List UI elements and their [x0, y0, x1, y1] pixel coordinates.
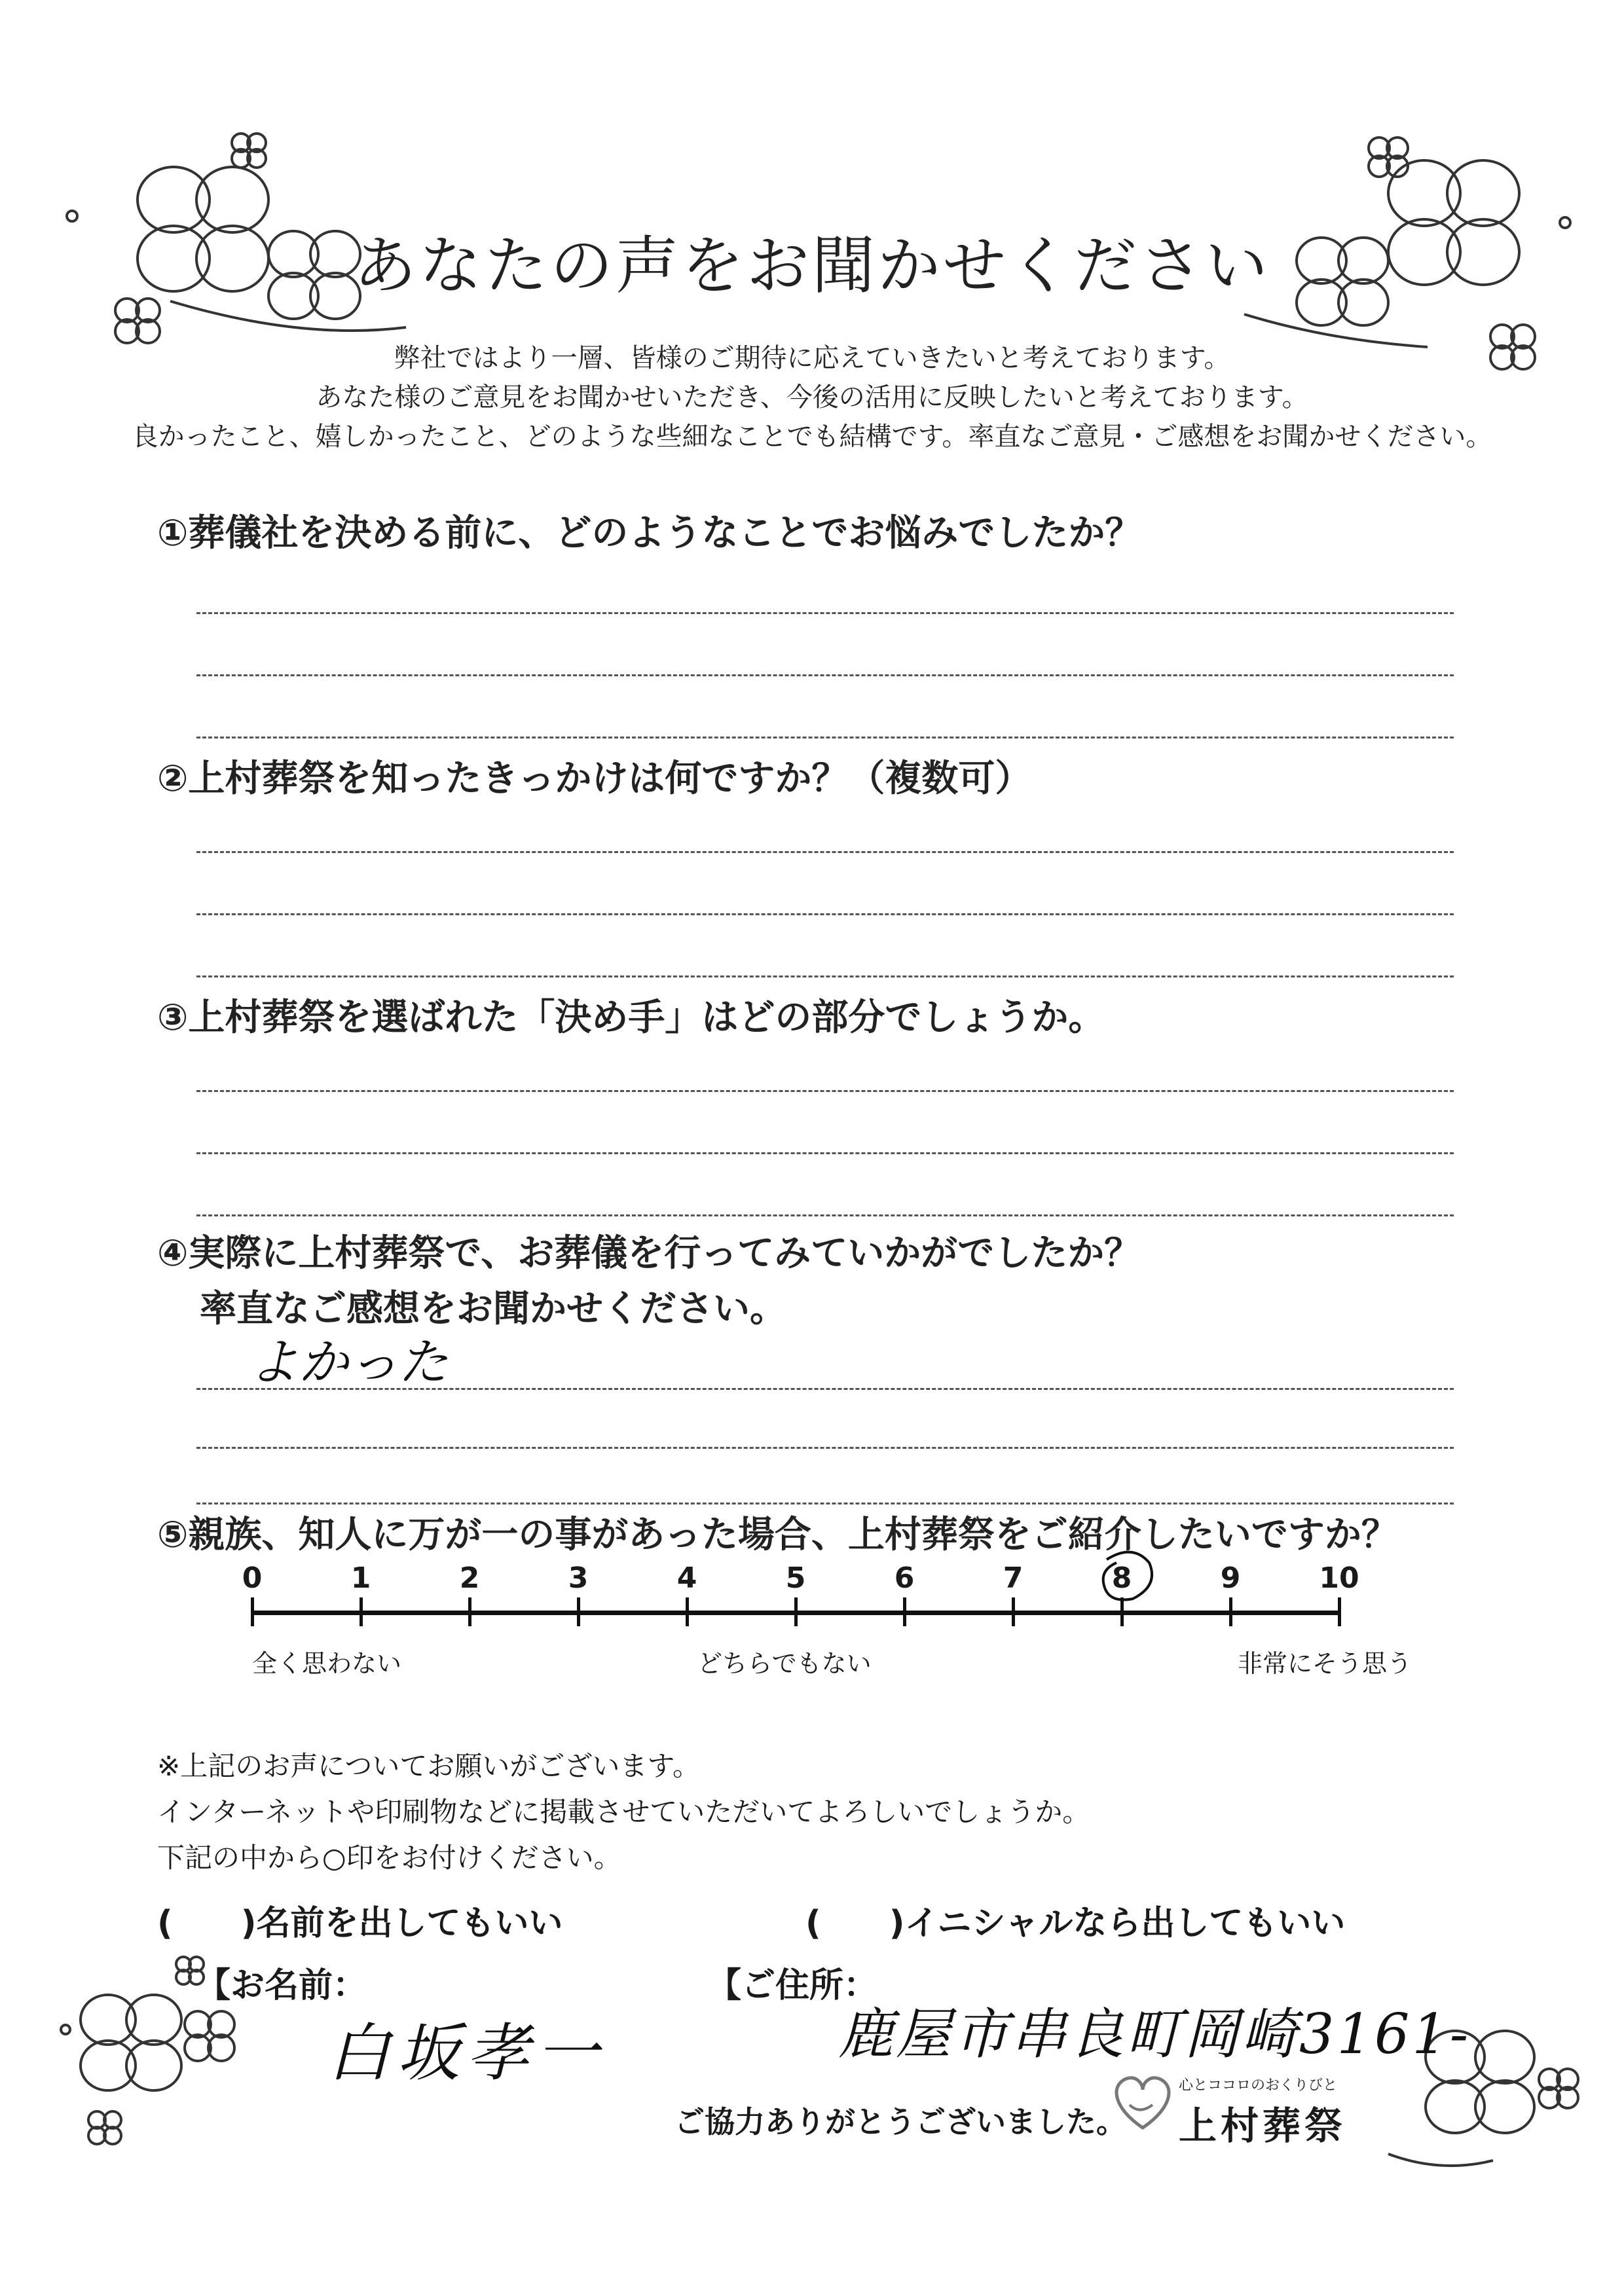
rating-number-5[interactable]: 5 [785, 1561, 806, 1595]
answer-line [196, 1090, 1454, 1092]
rating-number-1[interactable]: 1 [350, 1561, 371, 1595]
address-value: 鹿屋市串良町岡崎3161- [838, 2002, 1471, 2066]
rating-tick-4 [686, 1597, 689, 1626]
name-value: 白坂孝一 [327, 2016, 605, 2090]
name-label: 【お名前： [196, 1966, 367, 2005]
answer-line [196, 674, 1454, 676]
notice-line-1: ※上記のお声についてお願いがございます。 [157, 1750, 700, 1782]
intro-line-2: あなた様のご意見をお聞かせいただき、今後の活用に反映したいと考えております。 [316, 382, 1308, 412]
selected-rating-circle [1087, 1546, 1166, 1612]
rating-number-8[interactable]: 8 [1111, 1561, 1132, 1595]
question-1-label: ①葬儀社を決める前に、どのようなことでお悩みでしたか？ [157, 512, 1142, 555]
company-logo: 上村葬祭 [1179, 2104, 1347, 2148]
intro-line-3: 良かったこと、嬉しかったこと、どのような些細なことでも結構です。率直なご意見・ご感想をお聞かせください。 [132, 422, 1492, 452]
answer-line [196, 1152, 1454, 1154]
logo-tagline: 心とココロのおくりびと [1179, 2077, 1338, 2094]
option-name-ok[interactable]: ( )名前を出してもいい [157, 1904, 563, 1943]
question-3-label: ③上村葬祭を選ばれた「決め手」はどの部分でしょうか。 [157, 996, 1105, 1039]
rating-tick-7 [1012, 1597, 1015, 1626]
rating-tick-5 [794, 1597, 798, 1626]
answer-line [196, 1388, 1454, 1390]
rating-number-3[interactable]: 3 [568, 1561, 589, 1595]
rating-tick-10 [1338, 1597, 1341, 1626]
option-initial-ok[interactable]: ( )イニシャルなら出してもいい [805, 1904, 1346, 1943]
page-title: あなたの声をお聞かせください [354, 229, 1270, 302]
notice-line-2: インターネットや印刷物などに掲載させていただいてよろしいでしょうか。 [157, 1796, 1090, 1828]
answer-line [196, 913, 1454, 915]
rating-number-0[interactable]: 0 [242, 1561, 263, 1595]
rating-tick-1 [360, 1597, 363, 1626]
rating-tick-3 [577, 1597, 580, 1626]
answer-line [196, 612, 1454, 614]
rating-number-9[interactable]: 9 [1220, 1561, 1241, 1595]
intro-line-1: 弊社ではより一層、皆様のご期待に応えていきたいと考えております。 [394, 343, 1230, 373]
question-4-sublabel: 率直なご感想をお聞かせください。 [200, 1288, 786, 1330]
answer-line [196, 737, 1454, 738]
question-4-label: ④実際に上村葬祭で、お葬儀を行ってみていかがでしたか？ [157, 1232, 1141, 1275]
thanks-message: ご協力ありがとうございました。 [674, 2104, 1126, 2140]
answer-line [196, 1214, 1454, 1216]
rating-number-2[interactable]: 2 [459, 1561, 480, 1595]
answer-line [196, 851, 1454, 853]
answer-line [196, 1503, 1454, 1504]
rating-label-high: 非常にそう思う [1238, 1649, 1412, 1678]
rating-number-10[interactable]: 10 [1319, 1561, 1359, 1595]
rating-tick-2 [468, 1597, 471, 1626]
rating-tick-6 [903, 1597, 906, 1626]
answer-line [196, 975, 1454, 977]
heart-logo-icon [1107, 2069, 1179, 2134]
question-2-label: ②上村葬祭を知ったきっかけは何ですか？（複数可） [157, 757, 1032, 800]
notice-line-3: 下記の中から○印をお付けください。 [157, 1842, 621, 1874]
address-label: 【ご住所： [707, 1966, 878, 2005]
answer-line [196, 1447, 1454, 1449]
question-4-answer: よかった [249, 1333, 448, 1391]
rating-number-7[interactable]: 7 [1003, 1561, 1024, 1595]
rating-tick-9 [1229, 1597, 1232, 1626]
rating-label-mid: どちらでもない [697, 1649, 872, 1678]
question-5-label: ⑤親族、知人に万が一の事があった場合、上村葬祭をご紹介したいですか？ [157, 1514, 1398, 1556]
rating-number-6[interactable]: 6 [894, 1561, 915, 1595]
rating-tick-0 [251, 1597, 254, 1626]
rating-number-4[interactable]: 4 [676, 1561, 697, 1595]
rating-label-low: 全く思わない [252, 1649, 402, 1678]
